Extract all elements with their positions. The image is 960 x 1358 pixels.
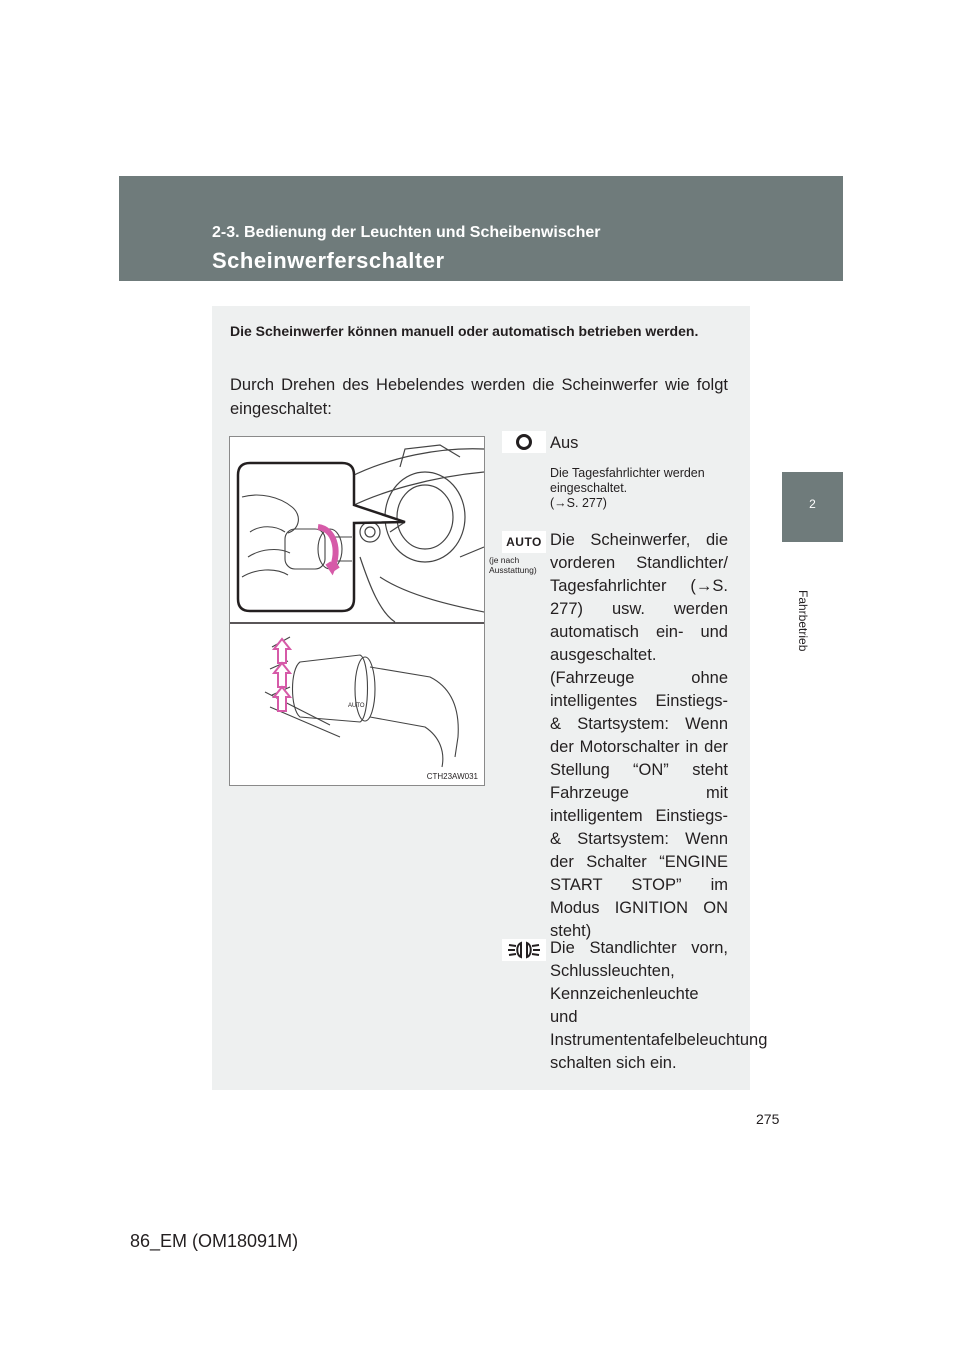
- headlight-switch-illustration: [230, 437, 484, 785]
- document-code: 86_EM (OM18091M): [130, 1231, 299, 1251]
- auto-icon: AUTO: [506, 535, 542, 549]
- off-circle-icon: [502, 431, 546, 453]
- intro-text: Durch Drehen des Hebelendes werden die Scheinwerfer wie folgt eingeschaltet:: [230, 376, 728, 418]
- mode-off-title: Aus: [550, 434, 579, 452]
- parking-icon-box: [502, 939, 546, 961]
- mode-off-note-text: Die Tagesfahrlichter werden eingeschaltet.: [550, 466, 705, 495]
- off-icon-box: [502, 431, 546, 453]
- lever-detail-drawing: [265, 637, 458, 767]
- headlight-switch-figure: [229, 436, 485, 786]
- intro-bold-text: Die Scheinwerfer können manuell oder automatisch betrieben werden.: [230, 323, 699, 339]
- page-number: 275: [756, 1111, 780, 1127]
- auto-availability-note: (je nach Ausstattung): [489, 555, 537, 575]
- lever-auto-label: AUTO: [348, 703, 365, 709]
- mode-off-note: [550, 466, 730, 511]
- chapter-number: 2: [809, 497, 816, 511]
- mode-off-ref: (→S. 277): [550, 496, 607, 510]
- mode-auto-text: Die Scheinwerfer, die vorderen Standlichter/ Tagesfahrlichter (→S. 277) usw. werden automatisch ein- und ausgeschaltet. (Fahrzeuge ohne intelligentes Einstiegs- & Startsystem: Wenn der Motorschalter in der Stellung “ON” steht Fahrzeuge mit intelligentem Einstiegs- & Startsystem: Wenn der Schalter “ENGINE START STOP” im Modus IGNITION ON steht): [550, 531, 728, 940]
- section-label: 2-3. Bedienung der Leuchten und Scheibenwischer: [212, 224, 601, 241]
- auto-icon-box: [502, 531, 546, 553]
- chapter-label: Fahrbetrieb: [796, 590, 810, 652]
- callout-frame: [238, 463, 405, 611]
- page-title: Scheinwerferschalter: [212, 248, 445, 273]
- position-arrows: [274, 639, 290, 711]
- parking-light-icon: [502, 939, 546, 961]
- chapter-tab[interactable]: [782, 472, 843, 542]
- figure-code: CTH23AW031: [426, 772, 478, 781]
- dashboard-drawing: [350, 445, 484, 622]
- mode-parking-text: Die Standlichter vorn, Schlussleuchten, Kennzeichenleuchte und Instrumententafelbeleuchtung schalten sich ein.: [550, 939, 768, 1072]
